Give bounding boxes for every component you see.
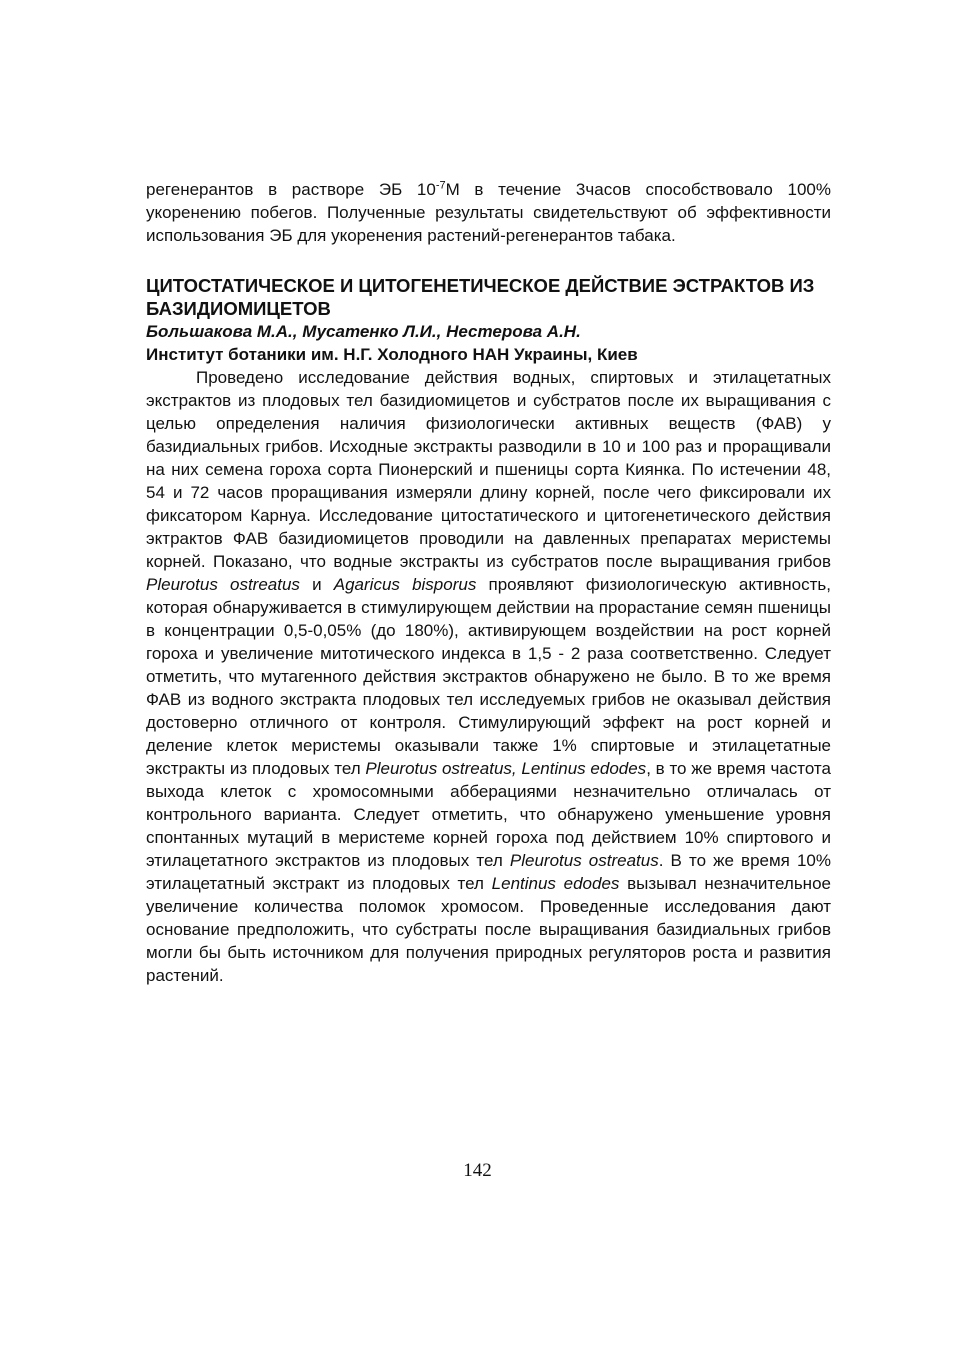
species-name: Lentinus edodes xyxy=(491,874,620,893)
species-name: Pleurotus ostreatus, Lentinus edodes xyxy=(365,759,647,778)
intro-text-1: регенерантов в растворе ЭБ 10 xyxy=(146,180,436,199)
page-number: 142 xyxy=(463,1160,492,1181)
body-text-6: вызывал незначительное увеличение количества поломок хромосом. Проведенные исследования дают основание предположить, что субстраты после выращивания базидиальных грибов могли бы быть источником для получения природных регуляторов роста и развития растений. xyxy=(146,874,831,985)
body-text-1: Проведено исследование действия водных, спиртовых и этилацетатных экстрактов из плодовых тел базидиомицетов и субстратов после их выращивания с целью определения наличия физиологически активных веществ (ФАВ) у базидиальных грибов. Исходные экстракты разводили в 10 и 100 раз и проращивали на них семена гороха сорта Пионерский и пшеницы сорта Киянка. По истечении 48, 54 и 72 часов проращивания измеряли длину корней, после чего фиксировали их фиксатором Карнуа. Исследование цитостатического и цитогенетического действия эктрактов ФАВ базидиомицетов проводили на давленных препаратах меристемы корней. Показано, что водные экстракты из субстратов после выращивания грибов xyxy=(146,368,831,571)
body-text-5: . В то же время 10% этилацетатный экстракт из плодовых тел xyxy=(146,851,832,893)
intro-paragraph xyxy=(146,178,831,247)
article-authors: Большакова М.А., Мусатенко Л.И., Нестерова А.Н. xyxy=(146,322,581,341)
species-name: Agaricus bisporus xyxy=(333,575,477,594)
article-affiliation: Институт ботаники им. Н.Г. Холодного НАН Украины, Киев xyxy=(146,345,638,364)
intro-exponent: -7 xyxy=(435,179,446,192)
body-text-3: проявляют физиологическую активность, которая обнаруживается в стимулирующем действии на прорастание семян пшеницы в концентрации 0,5-0,05% (до 180%), активирующем воздействии на рост корней гороха и увеличение митотического индекса в 1,5 - 2 раза соответственно. Следует отметить, что мутагенного действия экстрактов обнаружено не было. В то же время ФАВ из водного экстракта плодовых тел исследуемых грибов не оказывал действия достоверно отличного от контроля. Стимулирующий эффект на рост корней и деление клеток меристемы оказывали также 1% спиртовые и этилацетатные экстракты из плодовых тел xyxy=(146,575,831,778)
species-name: Pleurotus ostreatus xyxy=(509,851,659,870)
body-text-4: , в то же время частота выхода клеток с хромосомными абберациями незначительно отличалась от контрольного варианта. Следует отметить, что обнаружено уменьшение уровня спонтанных мутаций в меристеме корней гороха под действием 10% спиртового и этилацетатного экстрактов из плодовых тел xyxy=(146,759,831,870)
body-text-2: и xyxy=(312,575,322,594)
species-name: Pleurotus ostreatus xyxy=(146,575,300,594)
article-title: ЦИТОСТАТИЧЕСКОЕ И ЦИТОГЕНЕТИЧЕСКОЕ ДЕЙСТВИЕ ЭСТРАКТОВ ИЗ БАЗИДИОМИЦЕТОВ xyxy=(146,275,815,319)
intro-text-2: М в течение 3часов способствовало 100% укоренению побегов. Полученные результаты свидетельствуют об эффективности использования ЭБ для укоренения растений-регенерантов табака. xyxy=(146,180,831,245)
text-column xyxy=(146,178,831,987)
article-body xyxy=(146,366,831,987)
